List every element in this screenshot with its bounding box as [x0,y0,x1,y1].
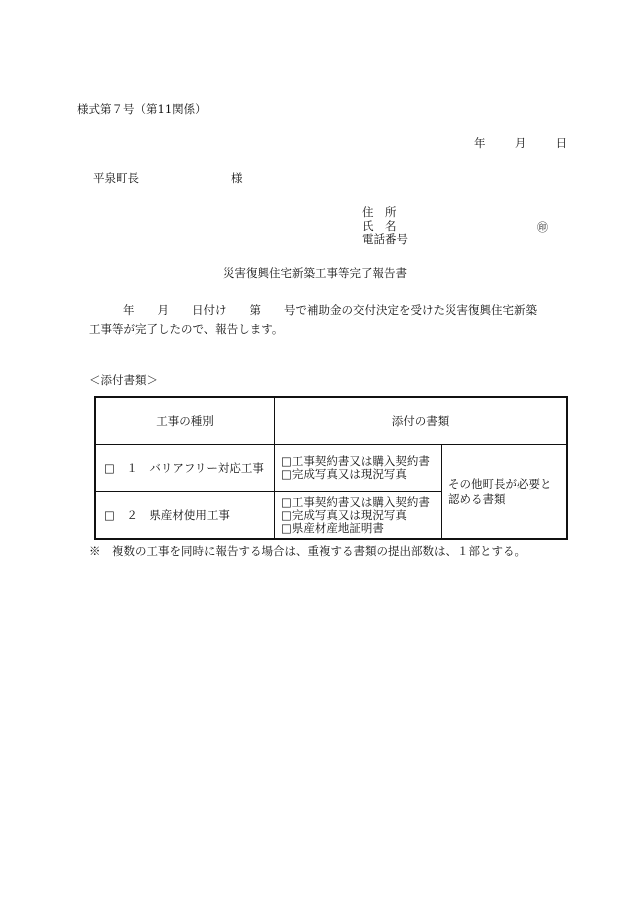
header-kind: 工事の種別 [95,397,275,445]
footnote: ※ 複数の工事を同時に報告する場合は、重複する書類の提出部数は、１部とする。 [89,544,526,558]
header-docs: 添付の書類 [275,397,568,445]
doc-item: □工事契約書又は購入契約書 [281,494,430,509]
date-year: 年 [474,136,486,150]
form-number: 様式第７号（第11関係） [77,102,207,116]
kind-cell: □ ２ 県産材使用工事 [95,492,275,540]
addressee-name: 平泉町長 [93,171,139,185]
addressee [93,171,243,186]
table-row [95,445,567,492]
address-label: 住 所 [362,205,397,219]
other-docs-cell [442,445,568,540]
attachments-heading: ＜添付書類＞ [89,373,158,387]
other-line-1: その他町長が必要と [448,476,552,491]
doc-item: □県産材産地証明書 [281,520,384,535]
seal-mark: ㊞ [537,221,548,234]
date-month: 月 [514,136,527,150]
document-title: 災害復興住宅新築工事等完了報告書 [223,266,407,280]
body-paragraph [89,301,559,339]
phone-label: 電話番号 [362,232,408,246]
doc-item: □完成写真又は現況写真 [281,507,407,522]
date-line [474,137,567,151]
docs-cell [275,492,442,540]
doc-item: □完成写真又は現況写真 [281,467,407,481]
table-header-row [95,397,567,445]
other-line-2: 認める書類 [448,491,506,506]
doc-item: □工事契約書又は購入契約書 [281,454,430,468]
body-line-2: 工事等が完了したので、報告します。 [89,322,284,336]
body-line-1: 年 月 日付け 第 号で補助金の交付決定を受けた災害復興住宅新築 [123,303,537,317]
name-label: 氏 名 [362,219,397,233]
kind-cell: □ １ バリアフリー対応工事 [95,445,275,492]
date-day: 日 [555,136,568,150]
attachments-table [94,396,568,540]
addressee-honorific: 様 [231,171,243,185]
docs-cell [275,445,442,492]
